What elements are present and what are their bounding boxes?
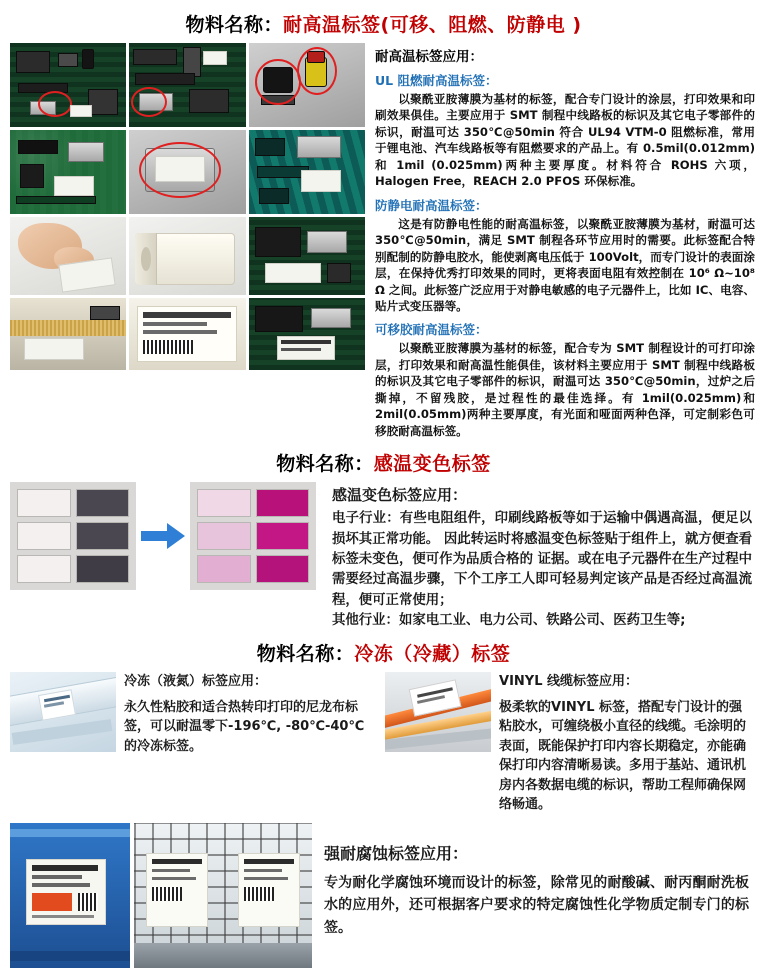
section-value: 感温变色标签 <box>373 453 491 476</box>
section-title-3 <box>10 639 757 666</box>
section-3-column-vinyl <box>385 672 757 815</box>
paragraph-lead: 电子行业： <box>332 511 400 527</box>
photo-flex-cable-label <box>10 298 126 370</box>
section-1-text <box>375 43 755 439</box>
photo-chip-with-white-label <box>129 130 245 214</box>
photo-pcb-board-with-label-1 <box>10 43 126 127</box>
subsection-body-ul: 以聚酰亚胺薄膜为基材的标签，配合专门设计的涂层，打印效果和印刷效果俱佳。主要应用于 SMT 制程中线路板的标识及其它电子零部件的标识，耐温可达 350℃@50min 符合 UL94 VTM-0 阻燃标准，常用于锂电池、汽车线路板等有阻燃要求的产品上。有 0.5mil(0.012mm) 和 1mil (0.025mm)两种主要厚度。材料符合 ROHS 六项，Halogen Free，REACH 2.0 PFOS 环保标准。 <box>375 92 755 189</box>
subsection-body-removable: 以聚酰亚胺薄膜为基材的标签，配合专为 SMT 制程设计的可打印涂层，打印效果和耐高温性能俱佳，该材料主要应用于 SMT 制程中线路板的标识及其它电子零部件的标识，耐温可达 350℃@50min，过炉之后撕掉，不留残胶，是过程性的最佳选择。有 1mil(0.025mm)和 2mil(0.05mm)两种主要厚度，有光面和哑面两种色泽，可定制彩色可移胶耐高温标签。 <box>375 341 755 438</box>
section-3-text-cryo <box>124 672 374 756</box>
section-3-body <box>10 672 757 815</box>
section-title-1 <box>10 10 757 37</box>
section-title-2 <box>10 449 757 476</box>
paragraph-text: 有些电阻组件，印刷线路板等如于运输中偶遇高温，便足以损坏其正常功能。 因此转运时将感温变色标签贴于组件上，就方便查看标签未变色，便可作为品质合格的 证据。或在电子元器件在生产过程中需要经过高温步骤，下个工序工人即可轻易判定该产品是否经过高温流程，便可正常使用； <box>332 511 753 608</box>
section-value: 耐高温标签(可移、阻燃、防静电 ) <box>283 14 582 36</box>
section-2-intro: 感温变色标签应用： <box>332 486 468 505</box>
photo-board-label-closeup <box>249 298 365 370</box>
photo-gallery-4 <box>10 823 312 968</box>
section-2-text <box>332 482 752 631</box>
paragraph-lead: 其他行业： <box>332 613 399 629</box>
section-label: 物料名称： <box>276 453 374 476</box>
section-3-text-vinyl <box>499 672 754 815</box>
photo-vinyl-cable-label <box>385 672 491 752</box>
section-label: 物料名称： <box>256 643 355 666</box>
arrow-right-icon <box>140 516 186 556</box>
photo-blue-chemical-drum <box>10 823 130 968</box>
photo-pcb-teal-board <box>249 130 365 214</box>
photo-label-roll <box>129 217 245 295</box>
photo-pcb-black-component <box>249 217 365 295</box>
section-3-body-vinyl: 极柔软的VINYL 标签，搭配专门设计的强粘胶水，可缠绕极小直径的线缆。毛涂明的表面，既能保护打印内容长期稳定，亦能确保打印内容清晰易读。多用于基站、通讯机房内各数据电缆的标识，帮助工程师确保网络畅通。 <box>499 699 747 813</box>
section-value: 冷冻（冷藏）标签 <box>354 643 511 666</box>
section-3-column-cryo <box>10 672 377 756</box>
section-3-body-cryo: 永久性粘胶和适合热转印打印的尼龙布标签，可以耐温零下-196℃, -80℃-40℃的冷冻标签。 <box>124 699 365 754</box>
photo-thermochromic-labels-before <box>10 482 136 590</box>
paragraph-text: 如家电工业、电力公司、铁路公司、医药卫生等; <box>398 613 686 629</box>
subsection-heading-removable: 可移胶耐高温标签： <box>375 322 488 338</box>
photo-pcb-green-board <box>10 130 126 214</box>
section-label: 物料名称： <box>185 14 284 36</box>
subsection-heading-esd: 防静电耐高温标签： <box>375 197 488 213</box>
section-2-body <box>10 482 757 631</box>
subsection-heading-ul: UL 阻燃耐高温标签： <box>375 73 498 88</box>
photo-thermochromic-labels-after <box>190 482 316 590</box>
section-3-heading-vinyl: VINYL 线缆标签应用： <box>499 674 639 690</box>
photo-gallery-1 <box>10 43 365 370</box>
section-1-body <box>10 43 757 439</box>
section-4-heading: 强耐腐蚀标签应用： <box>324 843 469 863</box>
photo-hand-peeling-label <box>10 217 126 295</box>
photo-ibc-tote-containers <box>134 823 312 968</box>
photo-cryo-nylon-label <box>10 672 116 752</box>
section-4-body <box>10 823 757 968</box>
section-2-paragraph-electronics <box>332 509 752 611</box>
photo-transformer-with-label <box>249 43 365 127</box>
subsection-body-esd: 这是有防静电性能的耐高温标签，以聚酰亚胺薄膜为基材，耐温可达350℃@50min，满足 SMT 制程各环节应用时的需要。此标签配合特别配制的防静电胶水，能使剥离电压低于 100Volt，而专门设计的表面涂层，在保持优秀打印效果的同时，更将表面电阻有效控制在 10⁶ Ω~10⁸ Ω 之间。此标签广泛应用于对静电敏感的电子元器件上，比如 IC、电容、贴片式变压器等。 <box>375 216 755 313</box>
section-4-body: 专为耐化学腐蚀环境而设计的标签，除常见的耐酸碱、耐丙酮耐洗板水的应用外，还可根据客户要求的特定腐蚀性化学物质定制专门的标签。 <box>324 874 749 936</box>
section-4-text <box>324 823 749 939</box>
photo-gallery-2 <box>10 482 320 590</box>
photo-pcb-board-with-label-2 <box>129 43 245 127</box>
section-3-heading-cryo: 冷冻（液氮）标签应用： <box>124 674 268 690</box>
photo-polyimide-label-sheet <box>129 298 245 370</box>
section-1-intro: 耐高温标签应用： <box>375 49 483 65</box>
section-2-paragraph-other <box>332 611 752 631</box>
